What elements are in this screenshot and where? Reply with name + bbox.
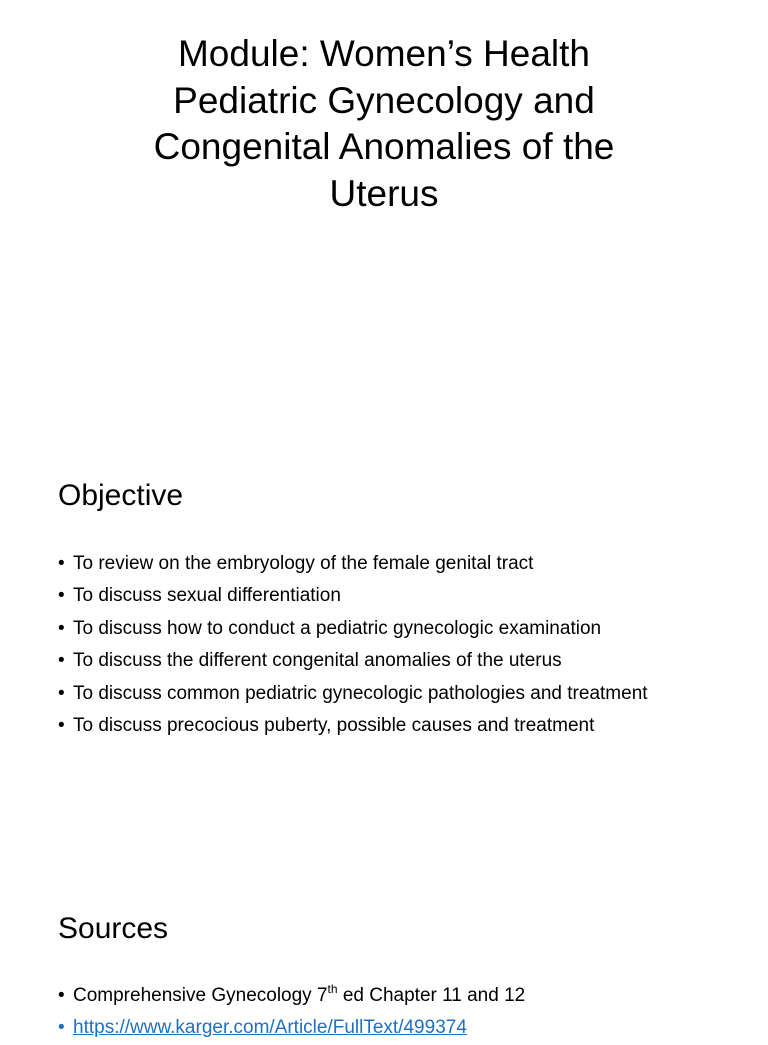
objective-item [58,580,648,612]
title-line: Pediatric Gynecology and [173,79,595,121]
bullet-icon: • [58,650,65,672]
objective-item [58,645,648,677]
objective-heading: Objective [58,479,184,512]
bullet-icon: • [58,553,65,574]
bullet-icon: • [58,985,65,1006]
title-line: Uterus [329,172,439,214]
bullet-icon: • [58,714,65,736]
objective-item-text: To discuss how to conduct a pediatric gynecologic examination [73,617,602,639]
objective-item [58,678,648,710]
title-slide [0,0,768,432]
objective-item-text: To discuss precocious puberty, possible causes and treatment [73,714,595,736]
objective-item [58,710,648,742]
module-title [100,31,668,217]
sources-list [58,980,525,1045]
sources-heading: Sources [58,912,169,945]
source-item [58,980,525,1012]
objective-item-text: To discuss sexual differentiation [73,585,341,607]
source-text-end: ed Chapter 11 and 12 [337,985,526,1006]
source-link-item[interactable] [58,1012,525,1044]
objective-item-text: To review on the embryology of the female genital tract [73,553,534,574]
bullet-icon: • [58,585,65,607]
title-line: Module: Women’s Health [177,33,590,74]
objective-slide [0,432,768,864]
objective-item-text: To discuss the different congenital anomalies of the uterus [73,650,562,672]
bullet-icon: • [58,1017,65,1039]
objective-list [58,548,648,742]
objective-item-text: To discuss common pediatric gynecologic pathologies and treatment [73,682,648,704]
bullet-icon: • [58,617,65,639]
bullet-icon: • [58,682,65,704]
objective-item [58,548,648,580]
objective-item [58,613,648,645]
source-superscript: th [327,982,338,996]
source-link[interactable]: https://www.karger.com/Article/FullText/499374 [73,1017,467,1039]
source-text: Comprehensive Gynecology 7 [73,985,328,1006]
title-line: Congenital Anomalies of the [153,126,615,167]
sources-slide [0,864,768,1039]
